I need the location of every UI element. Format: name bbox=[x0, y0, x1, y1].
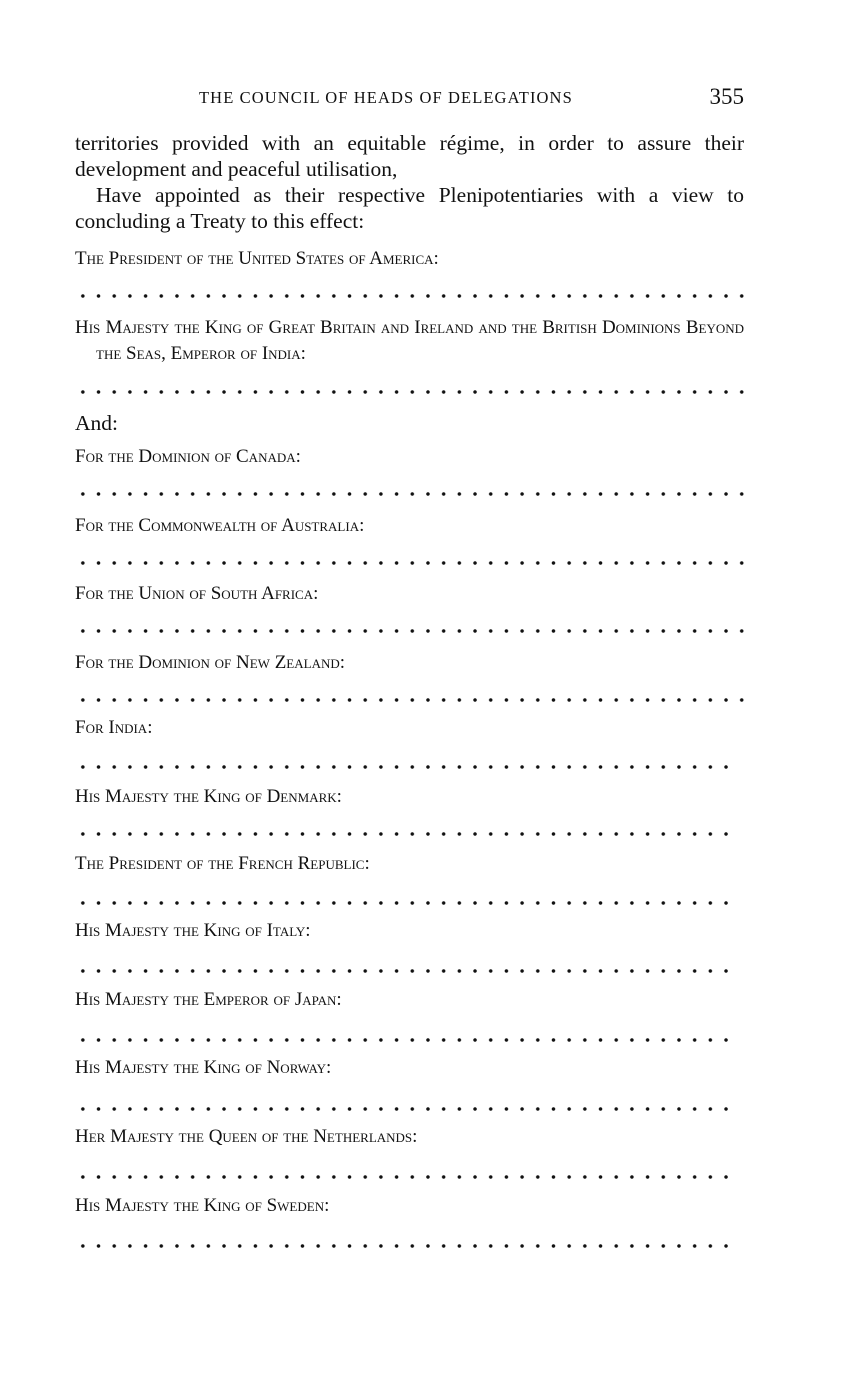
signatory-heading-italy: His Majesty the King of Italy: bbox=[75, 920, 311, 941]
signatory-heading-united-states: The President of the United States of America: bbox=[75, 248, 439, 269]
signatory-heading-netherlands: Her Majesty the Queen of the Netherlands: bbox=[75, 1126, 418, 1147]
signatory-heading-canada: For the Dominion of Canada: bbox=[75, 446, 301, 467]
signature-dotted-line bbox=[75, 558, 744, 568]
signature-dotted-line bbox=[75, 1035, 735, 1045]
signature-dotted-line bbox=[75, 291, 744, 301]
signature-dotted-line bbox=[75, 626, 744, 636]
signature-dotted-line bbox=[75, 1241, 735, 1251]
signature-dotted-line bbox=[75, 489, 744, 499]
signature-dotted-line bbox=[75, 898, 735, 908]
signature-dotted-line bbox=[75, 1104, 735, 1114]
signature-dotted-line bbox=[75, 966, 735, 976]
signatory-heading-france: The President of the French Republic: bbox=[75, 853, 370, 874]
signature-dotted-line bbox=[75, 762, 735, 772]
signature-dotted-line bbox=[75, 695, 744, 705]
signature-dotted-line bbox=[75, 387, 744, 397]
signature-dotted-line bbox=[75, 829, 735, 839]
signatory-heading-india: For India: bbox=[75, 717, 153, 738]
signatory-heading-new-zealand: For the Dominion of New Zealand: bbox=[75, 652, 346, 673]
signatory-heading-norway: His Majesty the King of Norway: bbox=[75, 1057, 332, 1078]
intro-paragraph-appointment: Have appointed as their respective Plenipotentiaries with a view to concluding a Treaty to this effect: bbox=[75, 183, 744, 233]
signatory-heading-sweden: His Majesty the King of Sweden: bbox=[75, 1195, 330, 1216]
signature-dotted-line bbox=[75, 1172, 735, 1182]
signatory-heading-south-africa: For the Union of South Africa: bbox=[75, 583, 319, 604]
page-number: 355 bbox=[709, 84, 744, 109]
running-head bbox=[75, 84, 744, 114]
signatory-heading-japan: His Majesty the Emperor of Japan: bbox=[75, 989, 342, 1010]
running-title: THE COUNCIL OF HEADS OF DELEGATIONS bbox=[199, 88, 573, 107]
intro-text bbox=[75, 130, 744, 234]
signatory-heading-great-britain: His Majesty the King of Great Britain and Ireland and the British Dominions Beyond the Seas, Emperor of India: bbox=[75, 317, 744, 364]
signatory-heading-denmark: His Majesty the King of Denmark: bbox=[75, 786, 342, 807]
intro-paragraph-continuation: territories provided with an equitable régime, in order to assure their development and peaceful utilisation, bbox=[75, 131, 744, 181]
and-label: And: bbox=[75, 411, 118, 435]
signatory-heading-australia: For the Commonwealth of Australia: bbox=[75, 515, 365, 536]
